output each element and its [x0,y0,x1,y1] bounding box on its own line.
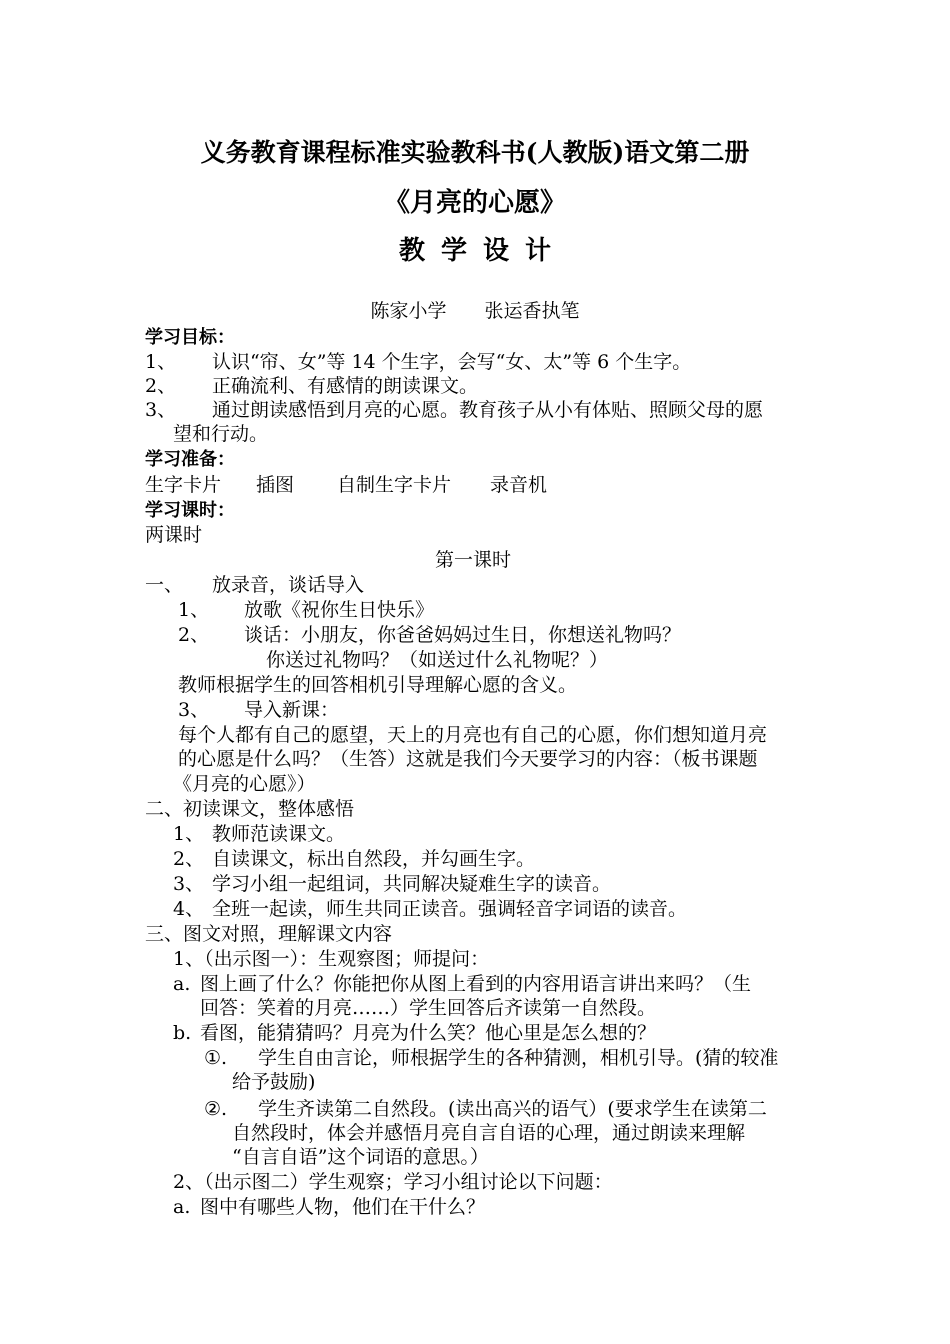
step-number: 2、 [178,624,210,646]
circled-number: ①. [204,1047,228,1069]
sub-item-text: 给予鼓励) [232,1071,316,1093]
step-text: 自读课文，标出自然段，并勾画生字。 [212,848,536,870]
step-text: 放歌《祝你生日快乐》 [244,599,435,621]
period-one-heading: 第一课时 [434,549,511,571]
paragraph-line: 的心愿是什么吗？（生答）这就是我们今天要学习的内容：（板书课题 [178,748,758,770]
goal-text: 正确流利、有感情的朗读课文。 [212,375,479,397]
step-number: 3、 [173,873,205,895]
circled-number: ②. [204,1098,228,1120]
author-line: 陈家小学 张运香执笔 [370,300,580,322]
step-text: 2、（出示图二）学生观察；学习小组讨论以下问题： [173,1171,613,1193]
step-number: 1、 [173,823,205,845]
prep-item: 插图 [256,474,295,496]
sub-item-text: 看图，能猜猜吗？月亮为什么笑？他心里是怎么想的？ [200,1022,657,1044]
prep-item: 录音机 [490,474,548,496]
lesson-title: 《月亮的心愿》 [383,188,566,218]
step-text: 教师根据学生的回答相机引导理解心愿的含义。 [178,674,578,696]
periods-value: 两课时 [145,524,203,546]
goal-text: 通过朗读感悟到月亮的心愿。教育孩子从小有体贴、照顾父母的愿 [212,399,764,421]
step-number: 2、 [173,848,205,870]
textbook-title: 义务教育课程标准实验教科书(人教版)语文第二册 [200,138,750,167]
step-number: 4、 [173,898,205,920]
section-heading-preparation: 学习准备： [145,449,235,470]
part-number: 一、 [145,574,184,596]
sub-item-label: b. [173,1022,192,1044]
step-text: 全班一起读，师生共同正读音。强调轻音字词语的读音。 [212,898,688,920]
sub-item-label: a. [173,1196,191,1218]
step-text: 教师范读课文。 [212,823,346,845]
part-title: 三、图文对照，理解课文内容 [145,923,393,945]
sub-item-text: 自然段时，体会并感悟月亮自言自语的心理，通过朗读来理解 [232,1122,746,1144]
goal-number: 1、 [145,351,177,373]
step-text: 1、（出示图一）：生观察图；师提问： [173,948,490,970]
design-title: 教学设计 [398,236,567,266]
sub-item-text: “自言自语”这个词语的意思。） [232,1146,489,1168]
goal-text-continued: 望和行动。 [173,423,269,445]
step-number: 3、 [178,699,210,721]
goal-text: 认识“帘、女”等 14 个生字，会写“女、太”等 6 个生字。 [212,351,692,373]
step-text: 谈话：小朋友，你爸爸妈妈过生日，你想送礼物吗？ [244,624,682,646]
paragraph-line: 每个人都有自己的愿望，天上的月亮也有自己的心愿，你们想知道月亮 [178,724,768,746]
step-text: 学习小组一起组词，共同解决疑难生字的读音。 [212,873,612,895]
paragraph-line: 《月亮的心愿》） [173,773,316,795]
goal-number: 2、 [145,375,177,397]
step-number: 1、 [178,599,210,621]
goal-number: 3、 [145,399,177,421]
sub-item-text: 学生自由言论，师根据学生的各种猜测，相机引导。(猜的较准 [258,1047,779,1069]
section-heading-periods: 学习课时： [145,500,235,521]
sub-item-text: 图中有哪些人物，他们在干什么？ [200,1196,486,1218]
part-title: 放录音，谈话导入 [212,574,365,596]
prep-item: 生字卡片 [145,474,222,496]
part-title: 二、初读课文，整体感悟 [145,798,355,820]
sub-item-label: a. [173,973,191,995]
sub-item-text: 学生齐读第二自然段。(读出高兴的语气）(要求学生在读第二 [258,1098,767,1120]
section-heading-goals: 学习目标： [145,327,235,348]
prep-item: 自制生字卡片 [337,474,452,496]
step-text: 导入新课： [244,699,340,721]
sub-item-text: 图上画了什么？你能把你从图上看到的内容用语言讲出来吗？（生 [200,973,752,995]
sub-item-text: 回答：笑着的月亮……）学生回答后齐读第一自然段。 [200,997,657,1019]
step-text: 你送过礼物吗？（如送过什么礼物呢？） [266,649,609,671]
